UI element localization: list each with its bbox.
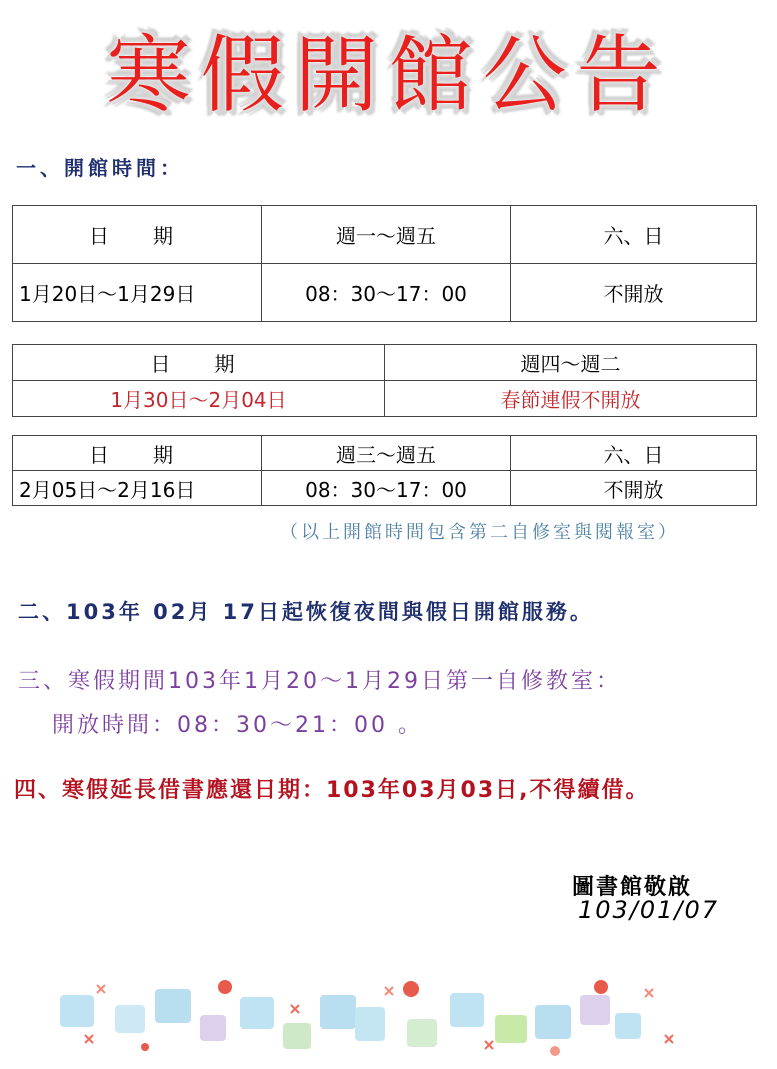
table-header-row: [13, 206, 757, 264]
header-date: 日 期: [13, 345, 385, 381]
table-row: [13, 264, 757, 322]
cell-closed-notice: 春節連假不開放: [385, 381, 757, 417]
signature-org: 圖書館敬啟: [572, 875, 693, 900]
table-header-row: [13, 436, 757, 471]
section-3-line-1: 三、寒假期間103年1月20～1月29日第一自修教室：: [18, 669, 621, 694]
header-period: 週四～週二: [385, 345, 757, 381]
signature-date: 103/01/07: [578, 896, 720, 924]
header-weekday: 週一～週五: [262, 206, 511, 264]
section-1-heading: 一、開館時間：: [16, 156, 184, 180]
section-4-text: 四、寒假延長借書應還日期：103年03月03日,不得續借。: [14, 778, 650, 803]
cell-weekend-hours: 不開放: [511, 471, 757, 506]
header-weekday: 週三～週五: [262, 436, 511, 471]
page-title: 寒假開館公告: [106, 26, 671, 124]
table-row: [13, 471, 757, 506]
cell-date: 1月20日～1月29日: [13, 264, 262, 322]
section-2-text: 二、103年 02月 17日起恢復夜間與假日開館服務。: [18, 600, 594, 624]
decorative-squares: [60, 989, 641, 1049]
hours-table-2: [12, 344, 757, 417]
header-weekend: 六、日: [511, 206, 757, 264]
cell-date: 2月05日～2月16日: [13, 471, 262, 506]
cell-date: 1月30日～2月04日: [13, 381, 385, 417]
hours-table-1: [12, 205, 757, 322]
decorative-border-illustration: [55, 975, 735, 1060]
header-date: 日 期: [13, 206, 262, 264]
table-header-row: [13, 345, 757, 381]
cell-weekday-hours: 08：30～17：00: [262, 264, 511, 322]
section-3-line-2: 開放時間：08：30～21：00 。: [52, 713, 423, 738]
header-date: 日 期: [13, 436, 262, 471]
table-row: [13, 381, 757, 417]
cell-weekend-hours: 不開放: [511, 264, 757, 322]
cell-weekday-hours: 08：30～17：00: [262, 471, 511, 506]
hours-table-3: [12, 435, 757, 506]
header-weekend: 六、日: [511, 436, 757, 471]
table-note: （以上開館時間包含第二自修室與閱報室）: [280, 522, 679, 543]
